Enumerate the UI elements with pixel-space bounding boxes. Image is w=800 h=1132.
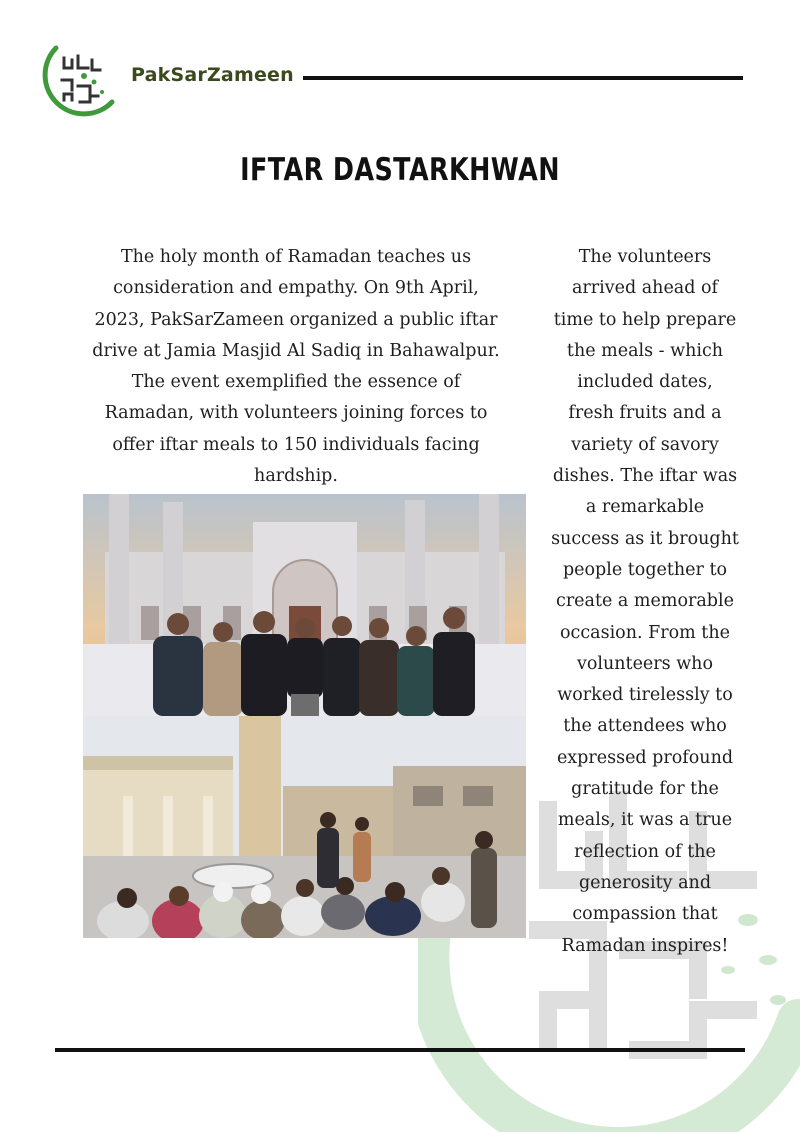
right-paragraph-line: success as it brought — [551, 528, 739, 549]
right-paragraph-line: time to help prepare — [553, 309, 737, 330]
right-paragraph-line: compassion that — [572, 904, 718, 925]
right-paragraph-line: fresh fruits and a — [568, 403, 722, 424]
right-paragraph-line: The volunteers — [578, 247, 712, 267]
left-paragraph-line: The holy month of Ramadan teaches us — [120, 247, 472, 267]
left-paragraph-line: Ramadan, with volunteers joining forces to — [104, 403, 488, 424]
right-paragraph-line: generosity and — [578, 872, 712, 893]
iftar-meal-photo — [83, 716, 526, 938]
paksarzameen-logo-icon — [34, 40, 116, 120]
left-paragraph-line: consideration and empathy. On 9th April, — [113, 278, 479, 299]
volunteers-group-photo — [83, 494, 526, 716]
right-paragraph-line: the meals - which — [566, 340, 724, 361]
right-paragraph-line: worked tirelessly to — [557, 685, 733, 706]
left-paragraph-line: drive at Jamia Masjid Al Sadiq in Bahawalpur. — [92, 340, 500, 361]
left-paragraph-line: hardship. — [254, 466, 338, 487]
right-paragraph-line: expressed profound — [556, 747, 734, 768]
right-paragraph-line: included dates, — [577, 372, 713, 393]
footer-divider — [55, 1048, 745, 1052]
left-paragraph-line: The event exemplified the essence of — [131, 372, 461, 393]
left-paragraph — [76, 242, 516, 492]
right-paragraph-line: dishes. The iftar was — [552, 466, 738, 487]
right-paragraph-line: meals, it was a true — [557, 810, 733, 831]
right-paragraph-line: occasion. From the — [560, 622, 730, 643]
right-paragraph-line: gratitude for the — [571, 779, 719, 800]
brand-name: PakSarZameen — [131, 64, 294, 86]
right-paragraph — [543, 242, 747, 962]
right-paragraph-line: people together to — [562, 559, 728, 580]
right-paragraph-line: volunteers who — [576, 653, 713, 674]
right-paragraph-line: variety of savory — [571, 434, 719, 455]
right-paragraph-line: arrived ahead of — [571, 278, 719, 299]
header-divider — [303, 76, 743, 80]
right-paragraph-line: a remarkable — [585, 497, 705, 518]
right-paragraph-line: Ramadan inspires! — [561, 935, 729, 956]
left-paragraph-line: offer iftar meals to 150 individuals facing — [112, 434, 480, 455]
right-paragraph-line: reflection of the — [574, 841, 716, 862]
left-paragraph-line: 2023, PakSarZameen organized a public iftar — [94, 309, 498, 330]
right-paragraph-line: the attendees who — [563, 716, 727, 737]
page-title: IFTAR DASTARKHWAN — [240, 152, 560, 188]
right-paragraph-line: create a memorable — [556, 591, 734, 612]
